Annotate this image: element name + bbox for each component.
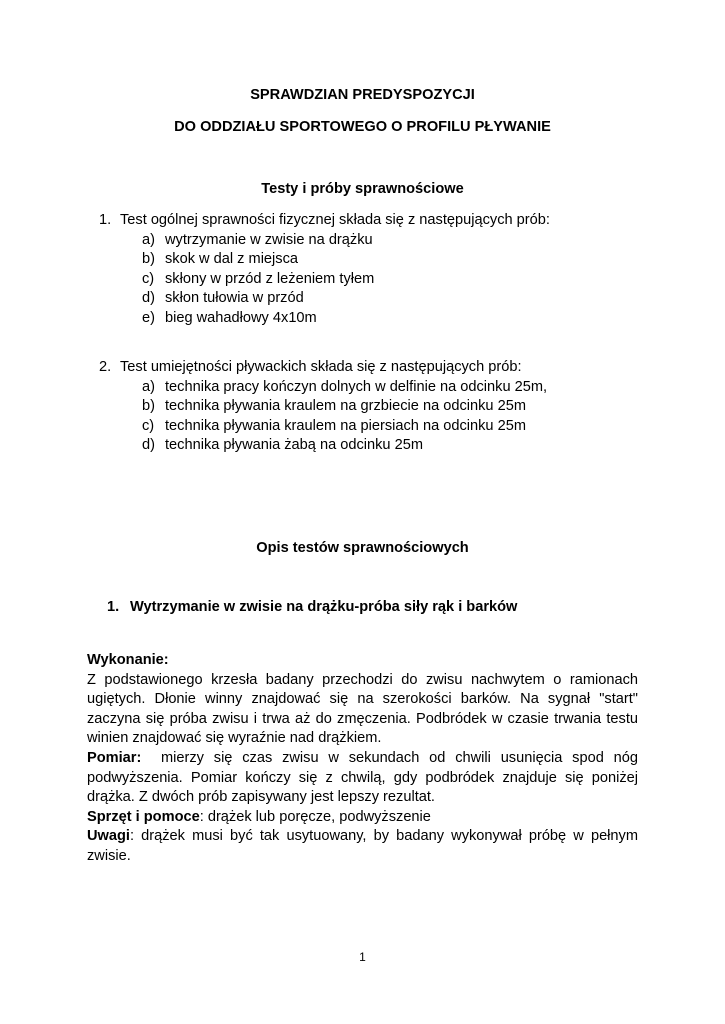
list-item: wytrzymanie w zwisie na drążku [165, 232, 373, 248]
list-number: 1. [99, 212, 112, 228]
list-item: technika pływania kraulem na grzbiecie na odcinku 25m [165, 398, 526, 414]
list-letter: a) [142, 379, 155, 395]
page-number: 1 [359, 950, 366, 964]
list-letter: a) [142, 232, 155, 248]
list-text: Test umiejętności pływackich składa się z następujących prób: [120, 359, 522, 375]
list-letter: d) [142, 290, 155, 306]
list-letter: c) [142, 271, 155, 287]
document-title: SPRAWDZIAN PREDYSPOZYCJI [250, 87, 475, 103]
sprzet-paragraph [87, 808, 638, 828]
list-letter: b) [142, 398, 155, 414]
test-title: Wytrzymanie w zwisie na drążku-próba siły rąk i barków [130, 599, 518, 615]
test-1-description [87, 651, 643, 867]
list-item: technika pracy kończyn dolnych w delfinie na odcinku 25m, [165, 379, 548, 395]
list-item: technika pływania kraulem na piersiach na odcinku 25m [165, 418, 526, 434]
uwagi-label: Uwagi [87, 828, 130, 845]
list-item: technika pływania żabą na odcinku 25m [165, 437, 423, 453]
list-letter: d) [142, 437, 155, 453]
sprzet-text: : drążek lub poręcze, podwyższenie [199, 808, 431, 825]
list-letter: b) [142, 251, 155, 267]
pomiar-paragraph [87, 749, 643, 808]
uwagi-text: : drążek musi być tak usytuowany, by badany wykonywał próbę w pełnym zwisie. [87, 828, 638, 864]
pomiar-label: Pomiar: [87, 749, 142, 766]
test-number: 1. [107, 599, 120, 615]
list-item: skok w dal z miejsca [165, 251, 299, 267]
list-letter: c) [142, 418, 155, 434]
list-text: Test ogólnej sprawności fizycznej składa się z następujących prób: [120, 212, 550, 228]
list-item: skłony w przód z leżeniem tyłem [165, 271, 375, 287]
wykonanie-text: Z podstawionego krzesła badany przechodzi do zwisu nachwytem o ramionach ugiętych. Dłonie winny znajdować się na szerokości barków. Na sygnał "start" zaczyna się próba zwisu i trwa aż do zmęczenia. Podbródek w czasie trwania testu winien znajdować się wyraźnie nad drążkiem. [87, 671, 638, 747]
pomiar-text: mierzy się czas zwisu w sekundach od chwili usunięcia spod nóg podwyższenia. Pomiar kończy się z chwilą, gdy podbródek znajduje się poniżej drążka. Z dwóch prób zapisywany jest lepszy rezultat. [87, 749, 643, 806]
document-subtitle: DO ODDZIAŁU SPORTOWEGO O PROFILU PŁYWANIE [174, 119, 551, 135]
list-item: skłon tułowia w przód [165, 290, 304, 306]
section-heading-descriptions: Opis testów sprawnościowych [256, 540, 469, 556]
sprzet-label: Sprzęt i pomoce [87, 808, 200, 825]
list-item: bieg wahadłowy 4x10m [165, 310, 317, 326]
list-number: 2. [99, 359, 112, 375]
section-heading-tests: Testy i próby sprawnościowe [261, 181, 464, 197]
wykonanie-label: Wykonanie: [87, 652, 169, 668]
uwagi-paragraph [87, 827, 638, 866]
list-letter: e) [142, 310, 155, 326]
